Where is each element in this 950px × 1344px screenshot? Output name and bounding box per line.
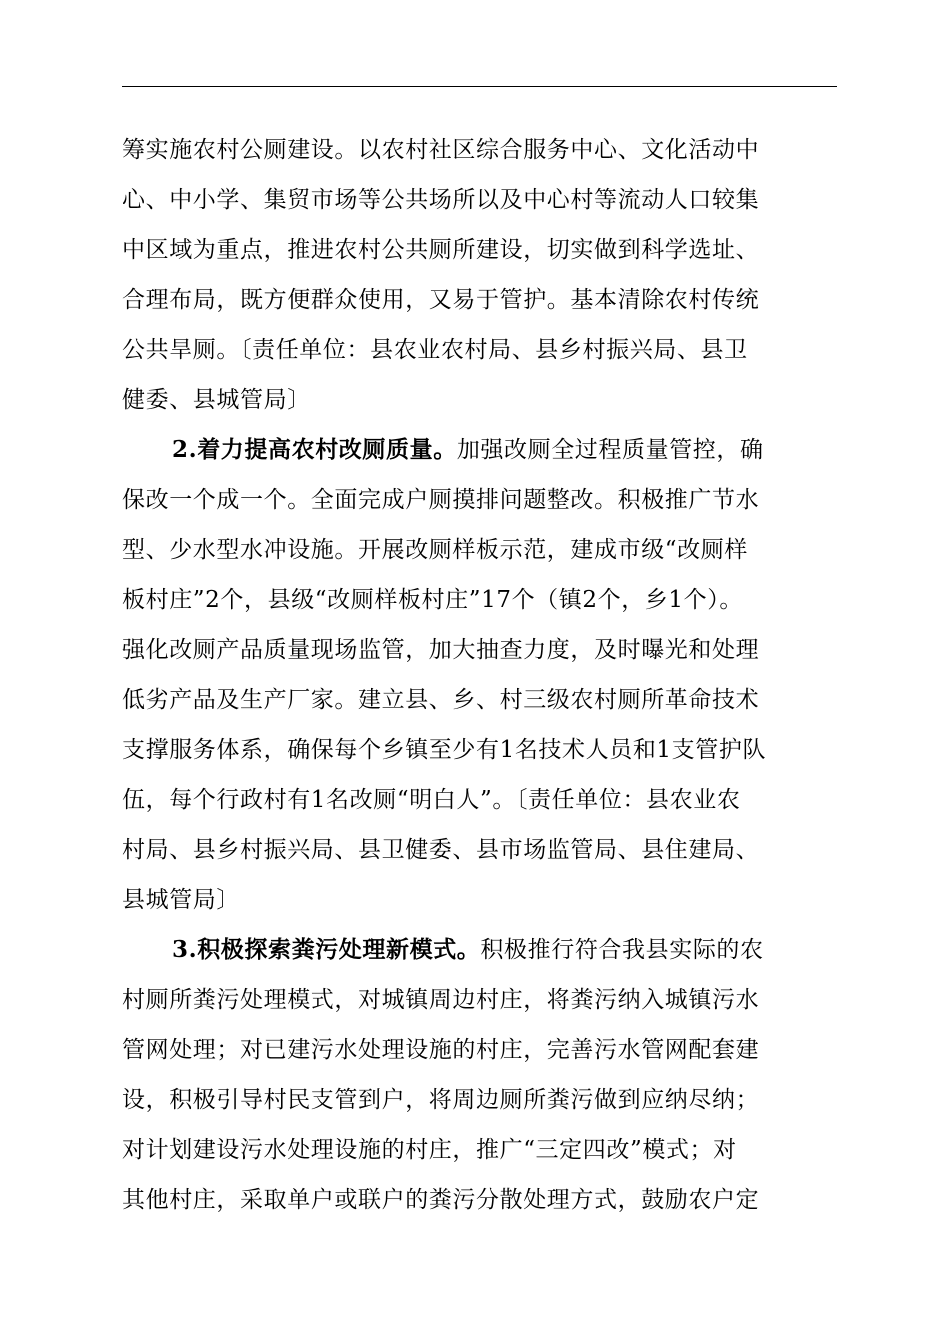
text-line: 县城管局〕 <box>122 887 240 913</box>
text-line: 支撑服务体系，确保每个乡镇至少有1名技术人员和1支管护队 <box>122 737 767 763</box>
text-line: 心、中小学、集贸市场等公共场所以及中心村等流动人口较集 <box>122 187 760 213</box>
text-line: 设，积极引导村民支管到户，将周边厕所粪污做到应纳尽纳； <box>122 1087 760 1113</box>
text-line: 伍，每个行政村有1名改厕“明白人”。〔责任单位：县农业农 <box>122 787 741 813</box>
paragraph-sewage-treatment <box>122 925 837 1225</box>
text-line: 中区域为重点，推进农村公共厕所建设，切实做到科学选址、 <box>122 237 760 263</box>
text-line: 强化改厕产品质量现场监管，加大抽查力度，及时曝光和处理 <box>122 637 760 663</box>
text-line: 村局、县乡村振兴局、县卫健委、县市场监管局、县住建局、 <box>122 837 760 863</box>
text-line <box>122 425 837 475</box>
text-line: 健委、县城管局〕 <box>122 387 311 413</box>
paragraph-toilet-quality <box>122 425 837 925</box>
text-line: 合理布局，既方便群众使用，又易于管护。基本清除农村传统 <box>122 287 760 313</box>
header-rule <box>122 86 837 87</box>
text-line <box>122 925 837 975</box>
text-line: 板村庄”2个，县级“改厕样板村庄”17个（镇2个，乡1个）。 <box>122 587 743 613</box>
text-line: 型、少水型水冲设施。开展改厕样板示范，建成市级“改厕样 <box>122 537 748 563</box>
document-body <box>122 125 837 1225</box>
section-heading: 2.着力提高农村改厕质量。 <box>172 436 457 463</box>
text-run: 积极推行符合我县实际的农 <box>480 937 764 963</box>
paragraph-public-toilets <box>122 125 837 425</box>
text-line: 保改一个成一个。全面完成户厕摸排问题整改。积极推广节水 <box>122 487 760 513</box>
text-line: 管网处理；对已建污水处理设施的村庄，完善污水管网配套建 <box>122 1037 760 1063</box>
text-line: 筹实施农村公厕建设。以农村社区综合服务中心、文化活动中 <box>122 137 760 163</box>
text-line: 公共旱厕。〔责任单位：县农业农村局、县乡村振兴局、县卫 <box>122 337 748 363</box>
text-line: 其他村庄，采取单户或联户的粪污分散处理方式，鼓励农户定 <box>122 1187 760 1213</box>
text-line: 低劣产品及生产厂家。建立县、乡、村三级农村厕所革命技术 <box>122 687 760 713</box>
section-heading: 3.积极探索粪污处理新模式。 <box>172 936 481 963</box>
text-line: 村厕所粪污处理模式，对城镇周边村庄，将粪污纳入城镇污水 <box>122 987 760 1013</box>
text-run: 加强改厕全过程质量管控，确 <box>456 437 764 463</box>
text-line: 对计划建设污水处理设施的村庄，推广“三定四改”模式；对 <box>122 1137 737 1163</box>
